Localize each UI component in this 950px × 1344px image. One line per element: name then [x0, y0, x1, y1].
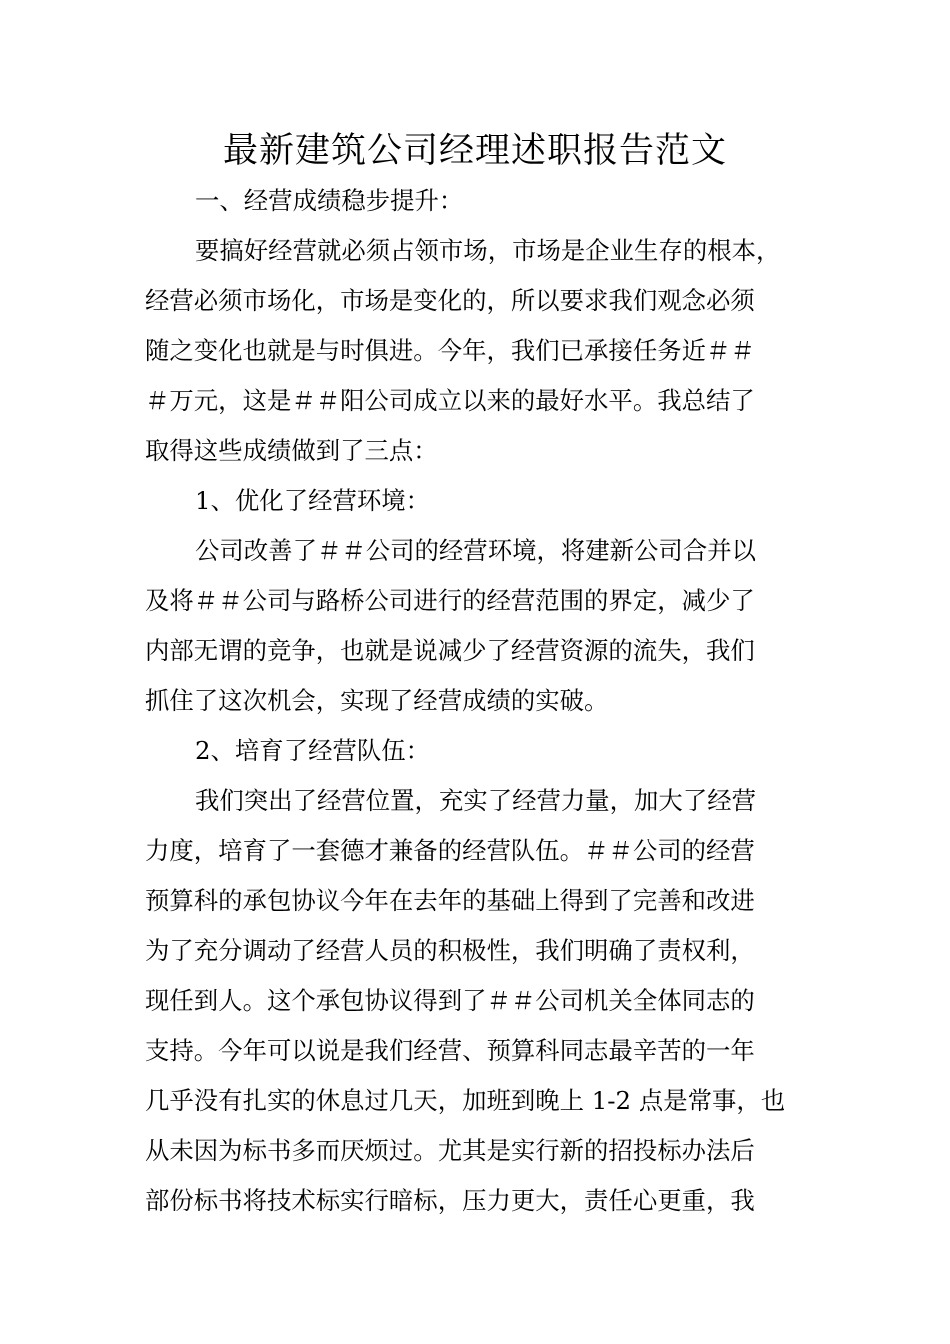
paragraph-line: 预算科的承包协议今年在去年的基础上得到了完善和改进: [145, 886, 755, 915]
paragraph-line: 几乎没有扎实的休息过几天，加班到晚上 1-2 点是常事，也: [145, 1086, 786, 1115]
section-heading: 一、经营成绩稳步提升：: [195, 186, 464, 215]
paragraph-line: 从未因为标书多而厌烦过。尤其是实行新的招投标办法后: [145, 1136, 755, 1165]
paragraph-line: 现任到人。这个承包协议得到了＃＃公司机关全体同志的: [145, 986, 755, 1015]
paragraph-line: 随之变化也就是与时俱进。今年，我们已承接任务近＃＃: [145, 336, 755, 365]
paragraph-line: 公司改善了＃＃公司的经营环境，将建新公司合并以: [195, 536, 756, 565]
paragraph-line: 为了充分调动了经营人员的积极性，我们明确了责权利，: [145, 936, 755, 965]
paragraph-line: ＃万元，这是＃＃阳公司成立以来的最好水平。我总结了: [145, 386, 755, 415]
paragraph-line: 抓住了这次机会，实现了经营成绩的实破。: [145, 686, 609, 715]
paragraph-line: 要搞好经营就必须占领市场，市场是企业生存的根本，: [195, 236, 781, 265]
paragraph-line: 部份标书将技术标实行暗标，压力更大，责任心更重，我: [145, 1186, 755, 1215]
paragraph-line: 内部无谓的竞争，也就是说减少了经营资源的流失，我们: [145, 636, 755, 665]
paragraph-line: 及将＃＃公司与路桥公司进行的经营范围的界定，减少了: [145, 586, 755, 615]
paragraph-line: 取得这些成绩做到了三点：: [145, 436, 438, 465]
subsection-heading: 1、优化了经营环境：: [195, 486, 431, 515]
paragraph-line: 我们突出了经营位置，充实了经营力量，加大了经营: [195, 786, 756, 815]
subsection-heading: 2、培育了经营队伍：: [195, 736, 431, 765]
paragraph-line: 经营必须市场化，市场是变化的，所以要求我们观念必须: [145, 286, 755, 315]
document-title: 最新建筑公司经理述职报告范文: [222, 131, 727, 171]
paragraph-line: 力度，培育了一套德才兼备的经营队伍。＃＃公司的经营: [145, 836, 755, 865]
paragraph-line: 支持。今年可以说是我们经营、预算科同志最辛苦的一年: [145, 1036, 755, 1065]
